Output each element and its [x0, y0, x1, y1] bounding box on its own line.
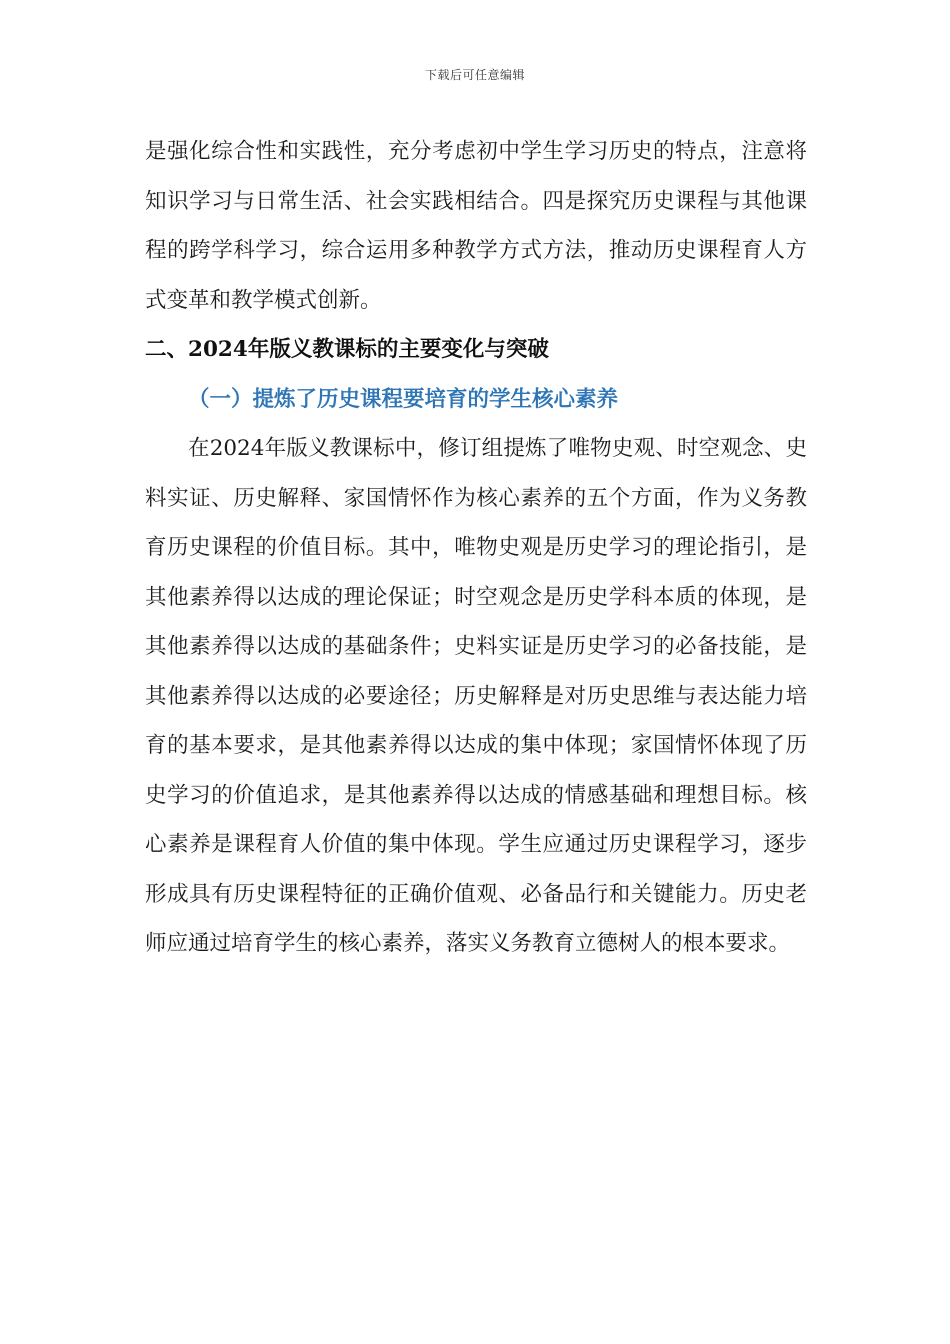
paragraph-main: 在2024年版义教课标中，修订组提炼了唯物史观、时空观念、史料实证、历史解释、家国情怀作为核心素养的五个方面，作为义务教育历史课程的价值目标。其中，唯物史观是历史学习的理论指引，是其他素养得以达成的理论保证；时空观念是历史学科本质的体现，是其他素养得以达成的基础条件；史料实证是历史学习的必备技能，是其他素养得以达成的必要途径；历史解释是对历史思维与表达能力培育的基本要求，是其他素养得以达成的集中体现；家国情怀体现了历史学习的价值追求，是其他素养得以达成的情感基础和理想目标。核心素养是课程育人价值的集中体现。学生应通过历史课程学习，逐步形成具有历史课程特征的正确价值观、必备品行和关键能力。历史老师应通过培育学生的核心素养，落实义务教育立德树人的根本要求。 — [145, 436, 807, 956]
section-heading: 二、2024年版义教课标的主要变化与突破 — [145, 337, 549, 362]
subsection-heading: （一）提炼了历史课程要培育的学生核心素养 — [188, 386, 619, 412]
document-body — [145, 127, 807, 969]
header-note: 下载后可任意编辑 — [424, 68, 525, 82]
paragraph-continued: 是强化综合性和实践性，充分考虑初中学生学习历史的特点，注意将知识学习与日常生活、社会实践相结合。四是探究历史课程与其他课程的跨学科学习，综合运用多种教学方式方法，推动历史课程育人方式变革和教学模式创新。 — [145, 139, 807, 313]
